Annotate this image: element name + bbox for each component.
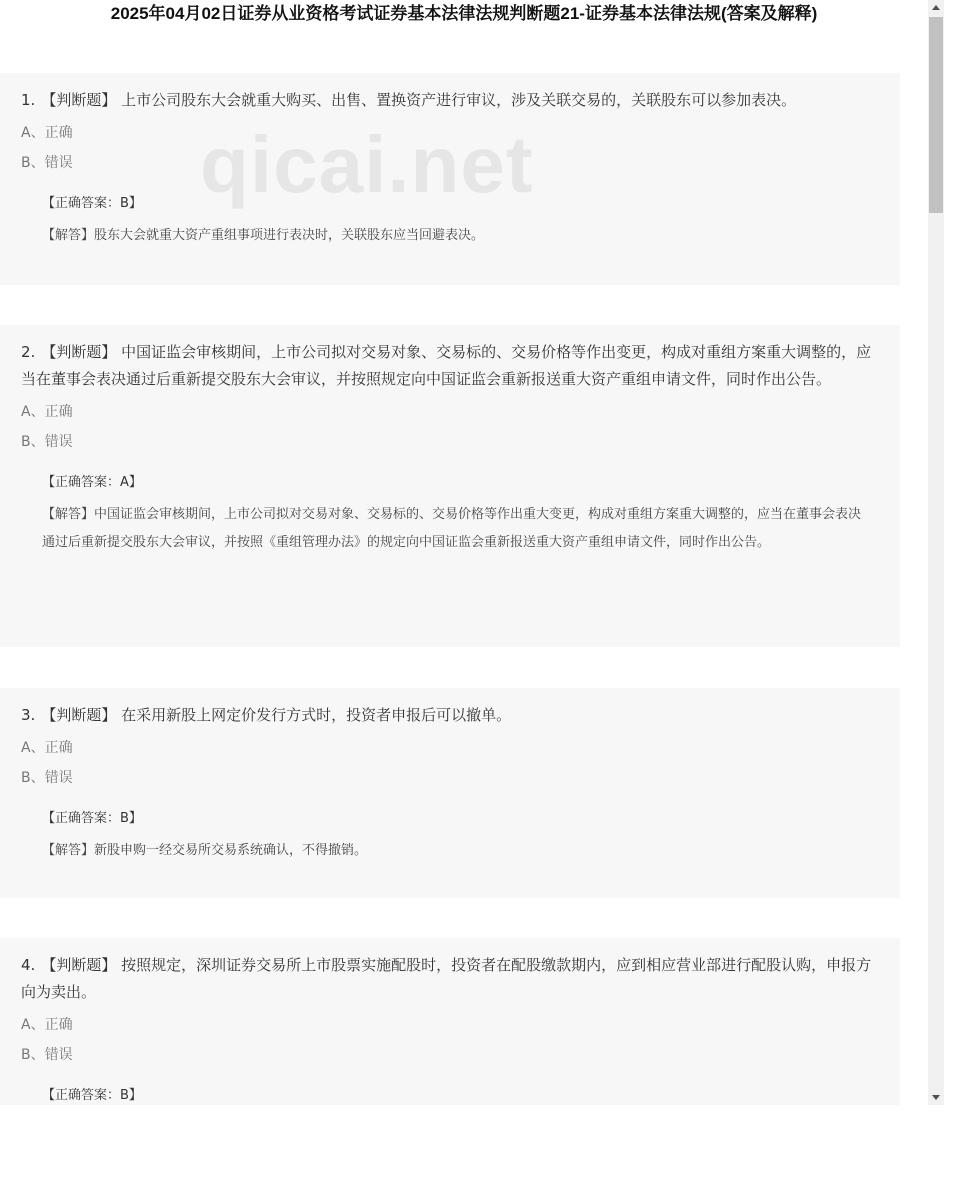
question-number: 1. bbox=[21, 91, 36, 109]
correct-answer: 【正确答案：B】 bbox=[42, 1088, 142, 1103]
question-type: 【判断题】 bbox=[41, 956, 117, 974]
question-number: 3. bbox=[21, 706, 36, 724]
answer-box bbox=[42, 194, 884, 250]
page-title: 2025年04月02日证券从业资格考试证券基本法律法规判断题21-证券基本法律法规(答案及解释) bbox=[110, 4, 818, 23]
question-stem bbox=[21, 339, 884, 393]
question-card-1 bbox=[0, 73, 900, 285]
question-text: 上市公司股东大会就重大购买、出售、置换资产进行审议，涉及关联交易的，关联股东可以参加表决。 bbox=[121, 91, 797, 109]
question-number: 4. bbox=[21, 956, 36, 974]
explanation: 【解答】股东大会就重大资产重组事项进行表决时，关联股东应当回避表决。 bbox=[42, 228, 485, 243]
option-b[interactable]: B、错误 bbox=[21, 770, 73, 786]
option-a[interactable]: A、正确 bbox=[21, 1017, 73, 1033]
option-a[interactable]: A、正确 bbox=[21, 125, 73, 141]
correct-answer: 【正确答案：B】 bbox=[42, 811, 142, 826]
correct-answer: 【正确答案：B】 bbox=[42, 196, 142, 211]
scroll-up-arrow-icon[interactable] bbox=[928, 0, 944, 16]
question-text: 在采用新股上网定价发行方式时，投资者申报后可以撤单。 bbox=[121, 706, 512, 724]
option-a[interactable]: A、正确 bbox=[21, 740, 73, 756]
explanation: 【解答】新股申购一经交易所交易系统确认，不得撤销。 bbox=[42, 843, 368, 858]
question-stem bbox=[21, 952, 884, 1006]
answer-box bbox=[42, 809, 884, 865]
option-b[interactable]: B、错误 bbox=[21, 155, 73, 171]
question-type: 【判断题】 bbox=[41, 91, 117, 109]
question-card-4 bbox=[0, 938, 900, 1105]
scrollbar-thumb[interactable] bbox=[929, 17, 943, 213]
question-card-3 bbox=[0, 688, 900, 898]
scroll-down-arrow-icon[interactable] bbox=[928, 1089, 944, 1105]
question-number: 2. bbox=[21, 343, 36, 361]
question-type: 【判断题】 bbox=[41, 343, 117, 361]
option-b[interactable]: B、错误 bbox=[21, 1047, 73, 1063]
watermark: qicai.net bbox=[200, 120, 534, 209]
correct-answer: 【正确答案：A】 bbox=[42, 475, 142, 490]
question-stem bbox=[21, 702, 884, 729]
question-stem bbox=[21, 87, 884, 114]
question-text: 中国证监会审核期间，上市公司拟对交易对象、交易标的、交易价格等作出变更，构成对重组方案重大调整的，应当在董事会表决通过后重新提交股东大会审议，并按照规定向中国证监会重新报送重大资产重组申请文件，同时作出公告。 bbox=[21, 343, 872, 388]
question-text: 按照规定，深圳证券交易所上市股票实施配股时，投资者在配股缴款期内，应到相应营业部进行配股认购，申报方向为卖出。 bbox=[21, 956, 872, 1001]
option-b[interactable]: B、错误 bbox=[21, 434, 73, 450]
option-a[interactable]: A、正确 bbox=[21, 404, 73, 420]
answer-box bbox=[42, 473, 884, 557]
explanation: 【解答】中国证监会审核期间，上市公司拟对交易对象、交易标的、交易价格等作出重大变更，构成对重组方案重大调整的，应当在董事会表决通过后重新提交股东大会审议，并按照《重组管理办法》的规定向中国证监会重新报送重大资产重组申请文件，同时作出公告。 bbox=[42, 507, 862, 550]
vertical-scrollbar[interactable] bbox=[928, 0, 944, 1105]
answer-box bbox=[42, 1086, 884, 1105]
question-type: 【判断题】 bbox=[41, 706, 117, 724]
question-card-2 bbox=[0, 325, 900, 647]
